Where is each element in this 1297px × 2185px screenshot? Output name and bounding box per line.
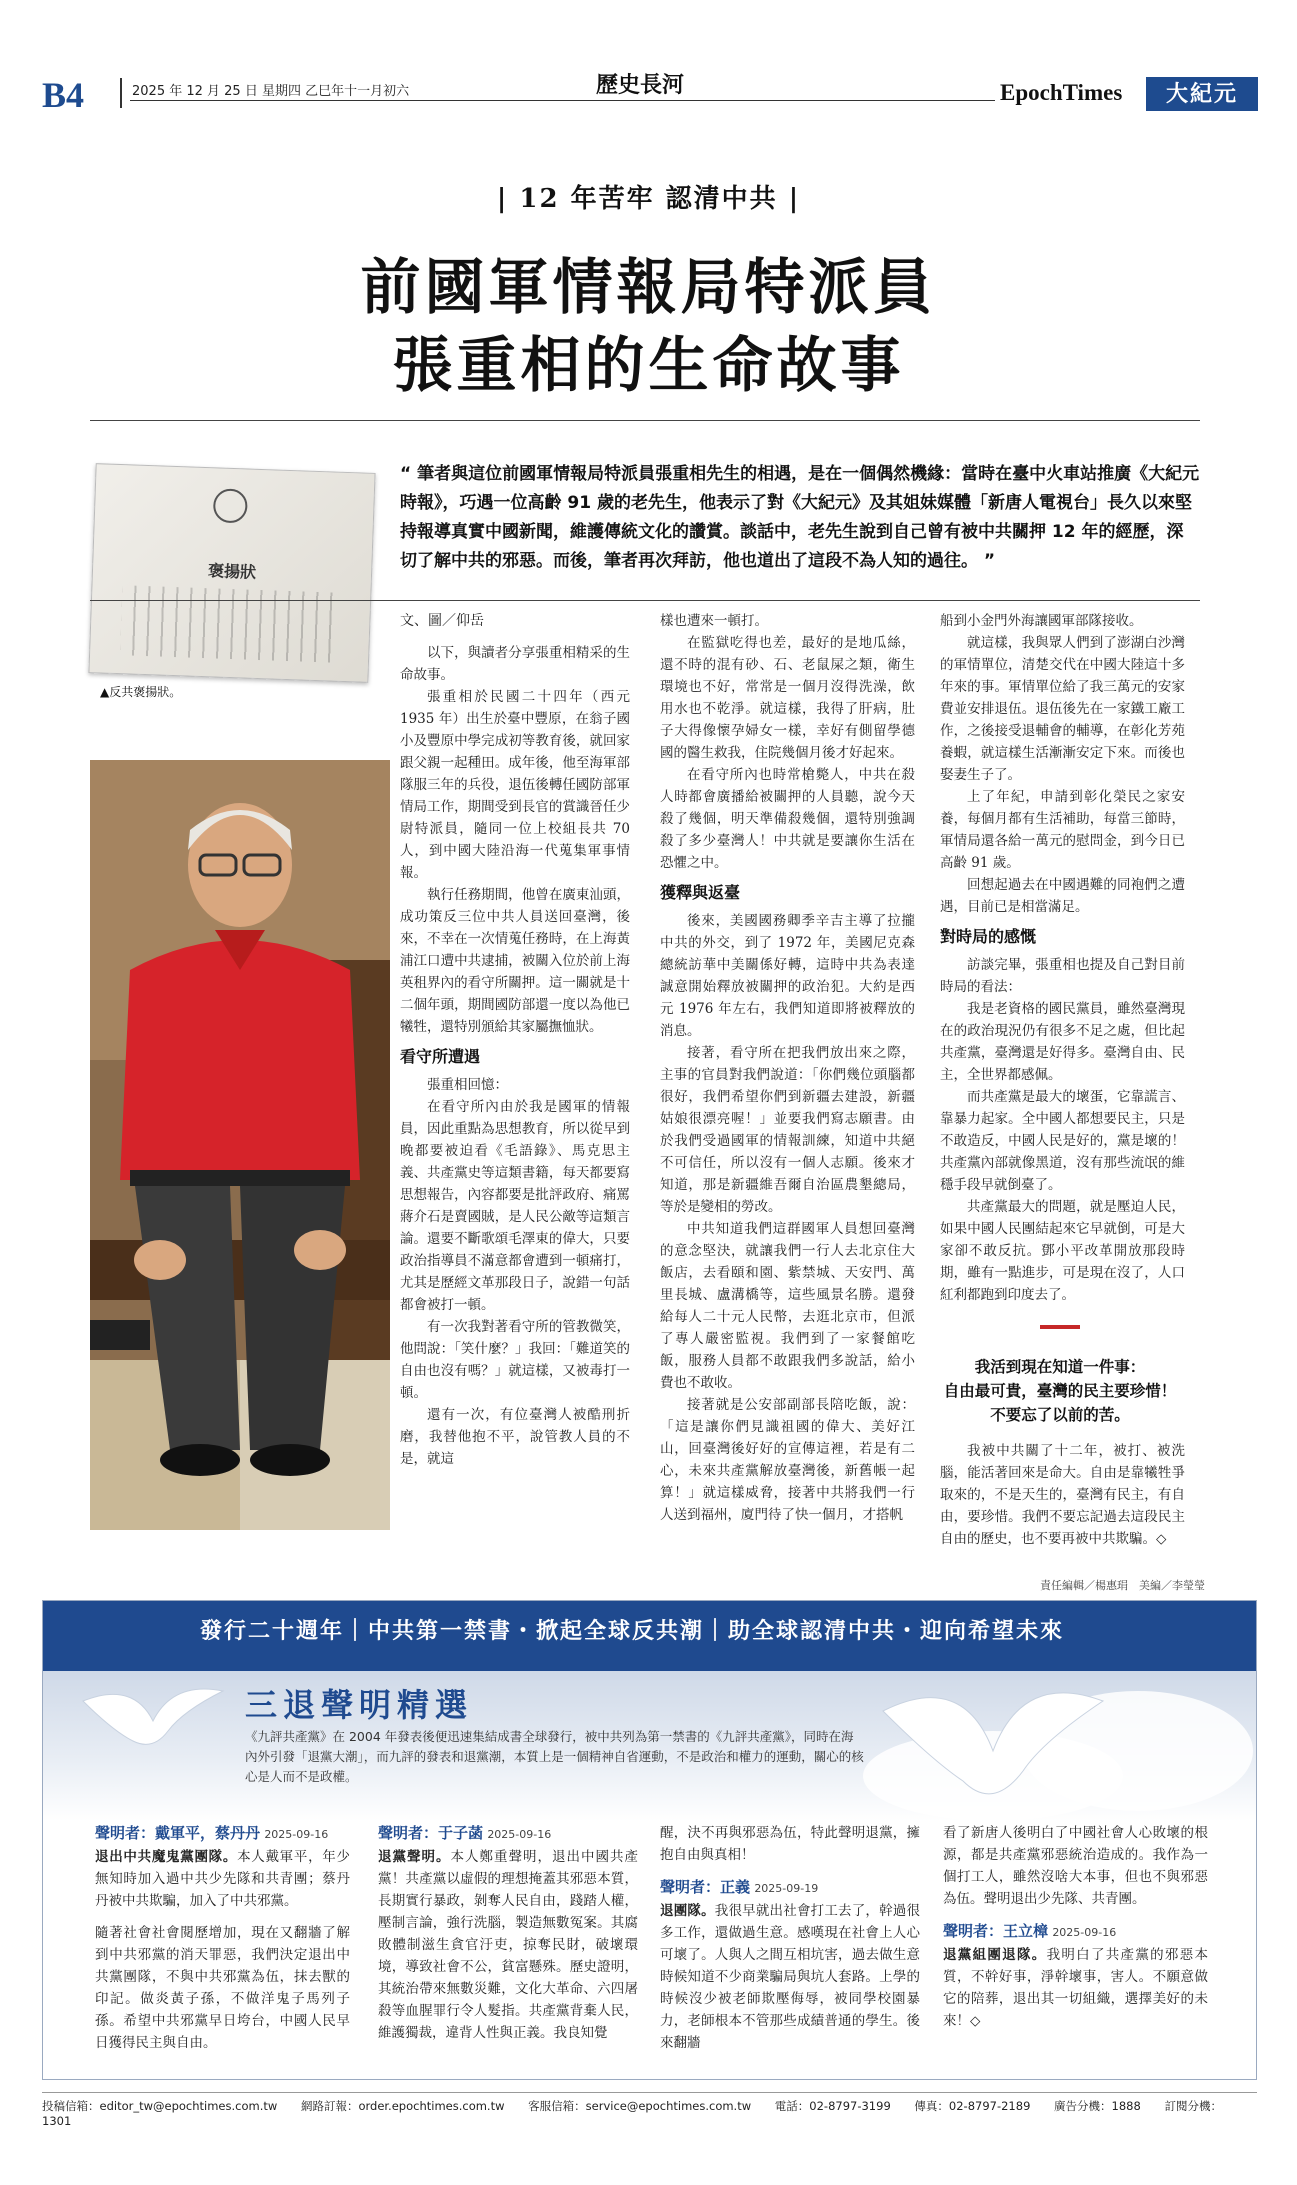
statement-text: 本人鄭重聲明，退出中國共產黨！共產黨以虛假的理想掩蓋其邪惡本質，長期實行暴政，剝奪人民自由，踐踏人權，壓制言論，強行洗腦，製造無數冤案。其腐敗體制滋生貪官汙吏，掠奪民財，破壞環境，導致社會不公，貧富懸殊。歷史證明，其統治帶來無數災難，文化大革命、六四屠殺等血腥罪行令人髮指。共產黨背棄人民，維護獨裁，違背人性與正義。我良知覺 [378,1849,638,2041]
editor-credit: 責任編輯／楊惠琄 美編／李瑩瑩 [1040,1579,1205,1592]
pull-quote-line: 不要忘了以前的苦。 [990,1406,1130,1424]
subheading: 獲釋與返臺 [660,883,741,902]
paragraph: 樣也遭來一頓打。 [660,613,768,629]
paragraph: 執行任務期間，他曾在廣東汕頭，成功策反三位中共人員送回臺灣，後來，不幸在一次情蒐任務時，在上海黃浦江口遭中共逮捕，被關入位於前上海英租界內的看守所關押。這一關就是十二個年頭，期間國防部還一度以為他已犧牲，還特別頒給其家屬撫恤狀。 [400,887,630,1035]
paragraph: 中共知道我們這群國軍人員想回臺灣的意念堅決，就讓我們一行人去北京住大飯店，去看頤和園、紫禁城、天安門、萬里長城、盧溝橋等，這些風景名勝。還發給每人二十元人民幣，去逛北京市，但派了專人嚴密監視。我們到了一家餐館吃飯，服務人員都不敢跟我們多說話，給小費也不敢收。 [660,1221,915,1391]
statement-lead: 退黨組團退隊。 [943,1947,1047,1963]
paragraph: 張重相回憶： [427,1077,508,1093]
header-rule [130,100,995,101]
paragraph: 還有一次，有位臺灣人被酷刑折磨，我替他抱不平，說管教人員的不是，就這 [400,1407,630,1467]
emblem-icon [213,488,248,523]
headline-line-1: 前國軍情報局特派員 [360,253,937,323]
statement-text: 看了新唐人後明白了中國社會人心敗壞的根源，都是共產黨邪惡統治造成的。我作為一個打工人，雖然沒啥大本事，但也不與邪惡為伍。聲明退出少先隊、共青團。 [943,1825,1208,1907]
portrait-photo [90,760,390,1530]
article-column-3-end [940,1440,1185,1550]
statement-item [378,1822,638,2044]
issue-date: 2025 年 12 月 25 日 星期四 乙巳年十一月初六 [132,84,410,99]
statement-text: 醒，決不再與邪惡為伍，特此聲明退黨，擁抱自由與真相！ [660,1825,920,1863]
paragraph: 船到小金門外海讓國軍部隊接收。 [940,613,1143,629]
article-column-3 [940,610,1185,1306]
certificate-text-lines [120,585,342,663]
paragraph: 而共產黨是最大的壞蛋，它靠謊言、靠暴力起家。全中國人都想要民主，只是不敢造反，中國人民是好的，黨是壞的！共產黨內部就像黑道，沒有那些流氓的維穩手段早就倒臺了。 [940,1089,1185,1193]
lead-rule [90,600,1200,601]
footer-sub-ext: 訂閱分機：1301 [42,2099,1222,2128]
statement-name: 聲明者：王立樟 [943,1922,1049,1940]
statement-column-1 [95,1822,350,2064]
statement-column-2 [378,1822,638,2054]
paragraph: 上了年紀，申請到彰化榮民之家安養，每個月都有生活補助，每當三節時，軍情局還各給一萬元的慰問金，到今日已高齡 91 歲。 [940,789,1185,871]
paragraph: 就這樣，我與眾人們到了澎湖白沙灣的軍情單位，清楚交代在中國大陸這十多年來的事。軍情單位給了我三萬元的安家費並安排退伍。退伍後先在一家鐵工廠工作，之後接受退輔會的輔導，在彰化芳苑養蝦，就這樣生活漸漸安定下來。而後也娶妻生子了。 [940,635,1185,783]
footer-phone: 電話：02-8797-3199 [774,2099,891,2113]
paragraph: 我是老資格的國民黨員，雖然臺灣現在的政治現況仍有很多不足之處，但比起共產黨，臺灣還是好得多。臺灣自由、民主，全世界都感佩。 [940,1001,1185,1083]
article-column-1 [400,610,630,1470]
statement-name: 聲明者：于子菡 [378,1824,484,1842]
statement-lead: 退出中共魔鬼黨團隊。 [95,1849,238,1865]
paragraph: 後來，美國國務卿季辛吉主導了拉攏中共的外交，到了 1972 年，美國尼克森總統訪華中美關係好轉，這時中共為表達誠意開始釋放被關押的政治犯。大約是西元 1976 年左右，我們知道即將被釋放的消息。 [660,913,915,1039]
paragraph: 接著，看守所在把我們放出來之際，主事的官員對我們說道：「你們幾位頭腦都很好，我們希望你們到新疆去建設，新疆姑娘很漂亮喔！」並要我們寫志願書。由於我們受過國軍的情報訓練，知道中共絕不可信任，所以沒有一個人志願。後來才知道，那是新疆維吾爾自治區農墾總局，等於是變相的勞改。 [660,1045,915,1215]
statement-text: 我很早就出社會打工去了，幹過很多工作，還做過生意。感嘆現在社會上人心可壞了。人與人之間互相坑害，過去做生意時候知道不少商業騙局與坑人套路。上學的時候沒少被老師欺壓侮辱，被同學校園暴力，老師根本不管那些成績普通的學生。後來翻牆 [660,1903,921,2051]
ad-banner-text: 發行二十週年｜中共第一禁書・掀起全球反共潮｜助全球認清中共・迎向希望未來 [200,1618,1065,1644]
brand-english: EpochTimes [1000,80,1123,105]
statement-name: 聲明者：正義 [660,1878,751,1896]
elderly-man-photo [90,760,390,1530]
paragraph: 共產黨最大的問題，就是壓迫人民，如果中國人民團結起來它早就倒，可是大家卻不敢反抗。鄧小平改革開放那段時期，雖有一點進步，可是現在沒了，人口紅利都跑到印度去了。 [940,1199,1185,1303]
statement-column-3 [660,1822,920,2064]
ad-title: 三退聲明精選 [245,1686,474,1724]
footer-rule [42,2092,1257,2093]
paragraph: 在監獄吃得也差，最好的是地瓜絲，還不時的混有砂、石、老鼠屎之類，衛生環境也不好，常常是一個月沒得洗澡，飲用水也不乾淨。就這樣，我得了肝病，肚子大得像懷孕婦女一樣，幸好有側留學德國的醫生救我，住院幾個月後才好起來。 [660,635,915,761]
certificate-caption: ▲反共褒揚狀。 [100,685,182,699]
pull-quote-line: 自由最可貴，臺灣的民主要珍惜！ [943,1382,1177,1400]
footer-fax: 傳真：02-8797-2189 [914,2099,1031,2113]
footer [42,2098,1257,2128]
statement-item [943,1920,1208,2032]
page-number: B4 [42,75,85,115]
article-kicker: | 12 年苦牢 認清中共 | [496,184,801,214]
paragraph: 在看守所內由於我是國軍的情報員，因此重點為思想教育，所以從早到晚都要被迫看《毛語錄》、馬克思主義、共產黨史等這類書籍，每天都要寫思想報告，內容都要是批評政府、痛罵蔣介石是賣國賊，是人民公敵等這類言論。還要不斷歌頌毛澤東的偉大，只要政治指導員不滿意都會遭到一頓痛打，尤其是歷經文革那段日子，說錯一句話都會被打一頓。 [400,1099,630,1313]
pull-quote-line: 我活到現在知道一件事： [974,1358,1146,1376]
pull-quote [940,1355,1180,1427]
subheading: 看守所遭遇 [400,1047,481,1066]
paragraph: 有一次我對著看守所的管教微笑，他問說：「笑什麼？」我回：「難道笑的自由也沒有嗎？」就這樣，又被毒打一頓。 [400,1319,630,1401]
statement-column-4 [943,1822,1208,2042]
footer-service-email[interactable]: 客服信箱：service@epochtimes.com.tw [528,2099,752,2113]
footer-submit-email[interactable]: 投稿信箱：editor_tw@epochtimes.com.tw [42,2099,278,2113]
certificate-title: 褒揚狀 [207,561,257,582]
ad-intro: 《九評共產黨》在 2004 年發表後便迅速集結成書全球發行，被中共列為第一禁書的《九評共產黨》，同時在海內外引發「退黨大潮」，而九評的發表和退黨潮，本質上是一個精神自省運動，不是政治和權力的運動，關心的核心是人而不是政權。 [245,1729,864,1784]
footer-ad-ext: 廣告分機：1888 [1054,2099,1141,2113]
paragraph: 在看守所內也時常槍斃人，中共在殺人時都會廣播給被關押的人員聽，說今天殺了幾個，明天準備殺幾個，還特別強調殺了多少臺灣人！中共就是要讓你生活在恐懼之中。 [660,767,915,871]
statement-date: 2025-09-16 [1052,1926,1117,1939]
paragraph: 回想起過去在中國遇難的同袍們之遭遇，目前已是相當滿足。 [940,877,1185,915]
statement-name: 聲明者：戴軍平，蔡丹丹 [95,1824,261,1842]
title-rule [90,420,1200,421]
statement-text: 我明白了共產黨的邪惡本質，不幹好事，淨幹壞事，害人。不願意做它的陪葬，退出其一切組織，選擇美好的未來！◇ [943,1947,1209,2029]
paragraph: 訪談完畢，張重相也提及自己對目前時局的看法： [940,957,1185,995]
brand-logo: 大紀元 [1146,77,1258,111]
statement-text: 隨著社會社會閱歷增加，現在又翻牆了解到中共邪黨的消天罪惡，我們決定退出中共黨團隊，不與中共邪黨為伍，抹去獸的印記。做炎黃子孫，不做洋鬼子馬列子孫。希望中共邪黨早日垮台，中國人民早日獲得民主與自由。 [95,1925,350,2051]
dove-icon [73,1671,233,1761]
statement-date: 2025-09-19 [754,1882,819,1895]
statement-item [660,1876,920,2054]
footer-order-link[interactable]: 網路訂報：order.epochtimes.com.tw [300,2099,505,2113]
headline-line-2: 張重相的生命故事 [392,331,905,401]
header-divider [120,78,122,108]
paragraph: 張重相於民國二十四年（西元 1935 年）出生於臺中豐原，在翁子國小及豐原中學完成初等教育後，就回家跟父親一起種田。成年後，他至海軍部隊服三年的兵役，退伍後轉任國防部軍情局工作，期間受到長官的賞識晉任少尉特派員，隨同一位上校組長共 70 人，到中國大陸沿海一代蒐集軍事情報。 [400,689,630,881]
subheading: 對時局的感慨 [940,927,1037,946]
statement-date: 2025-09-16 [264,1828,329,1841]
statement-lead: 退黨聲明。 [378,1849,451,1865]
statement-text: 本人戴軍平，年少無知時加入過中共少先隊和共青團；蔡丹丹被中共欺騙，加入了中共邪黨。 [95,1849,351,1909]
certificate-photo [88,463,375,683]
paragraph: 以下，與讀者分享張重相精采的生命故事。 [400,645,630,683]
quote-accent-dash [1040,1325,1080,1329]
statement-date: 2025-09-16 [487,1828,552,1841]
statement-item [95,1822,350,1912]
dove-icon [873,1671,1113,1811]
byline: 文、圖／仰岳 [400,613,484,629]
section-name: 歷史長河 [596,72,685,98]
paragraph: 接著就是公安部副部長陪吃飯，說：「這是讓你們見識祖國的偉大、美好江山，回臺灣後好好的宣傳這裡，若是有二心，未來共產黨解放臺灣後，新舊帳一起算！」就這樣威脅，接著中共將我們一行人送到福州，廈門待了快一個月，才搭帆 [660,1397,915,1523]
statement-lead: 退團隊。 [660,1903,715,1919]
paragraph: 我被中共關了十二年，被打、被洗腦，能活著回來是命大。自由是靠犧牲爭取來的，不是天生的，臺灣有民主，有自由，要珍惜。我們不要忘記過去這段民主自由的歷史，也不要再被中共欺騙。◇ [940,1443,1185,1547]
article-lead: “ 筆者與這位前國軍情報局特派員張重相先生的相遇，是在一個偶然機緣：當時在臺中火車站推廣《大紀元時報》，巧遇一位高齡 91 歲的老先生，他表示了對《大紀元》及其姐妹媒體「新唐人電視台」長久以來堅持報導真實中國新聞，維護傳統文化的讚賞。談話中，老先生說到自己曾有被中共關押 12 年的經歷，深切了解中共的邪惡。而後，筆者再次拜訪，他也道出了這段不為人知的過往。 ” [400,464,1200,571]
article-column-2 [660,610,915,1526]
